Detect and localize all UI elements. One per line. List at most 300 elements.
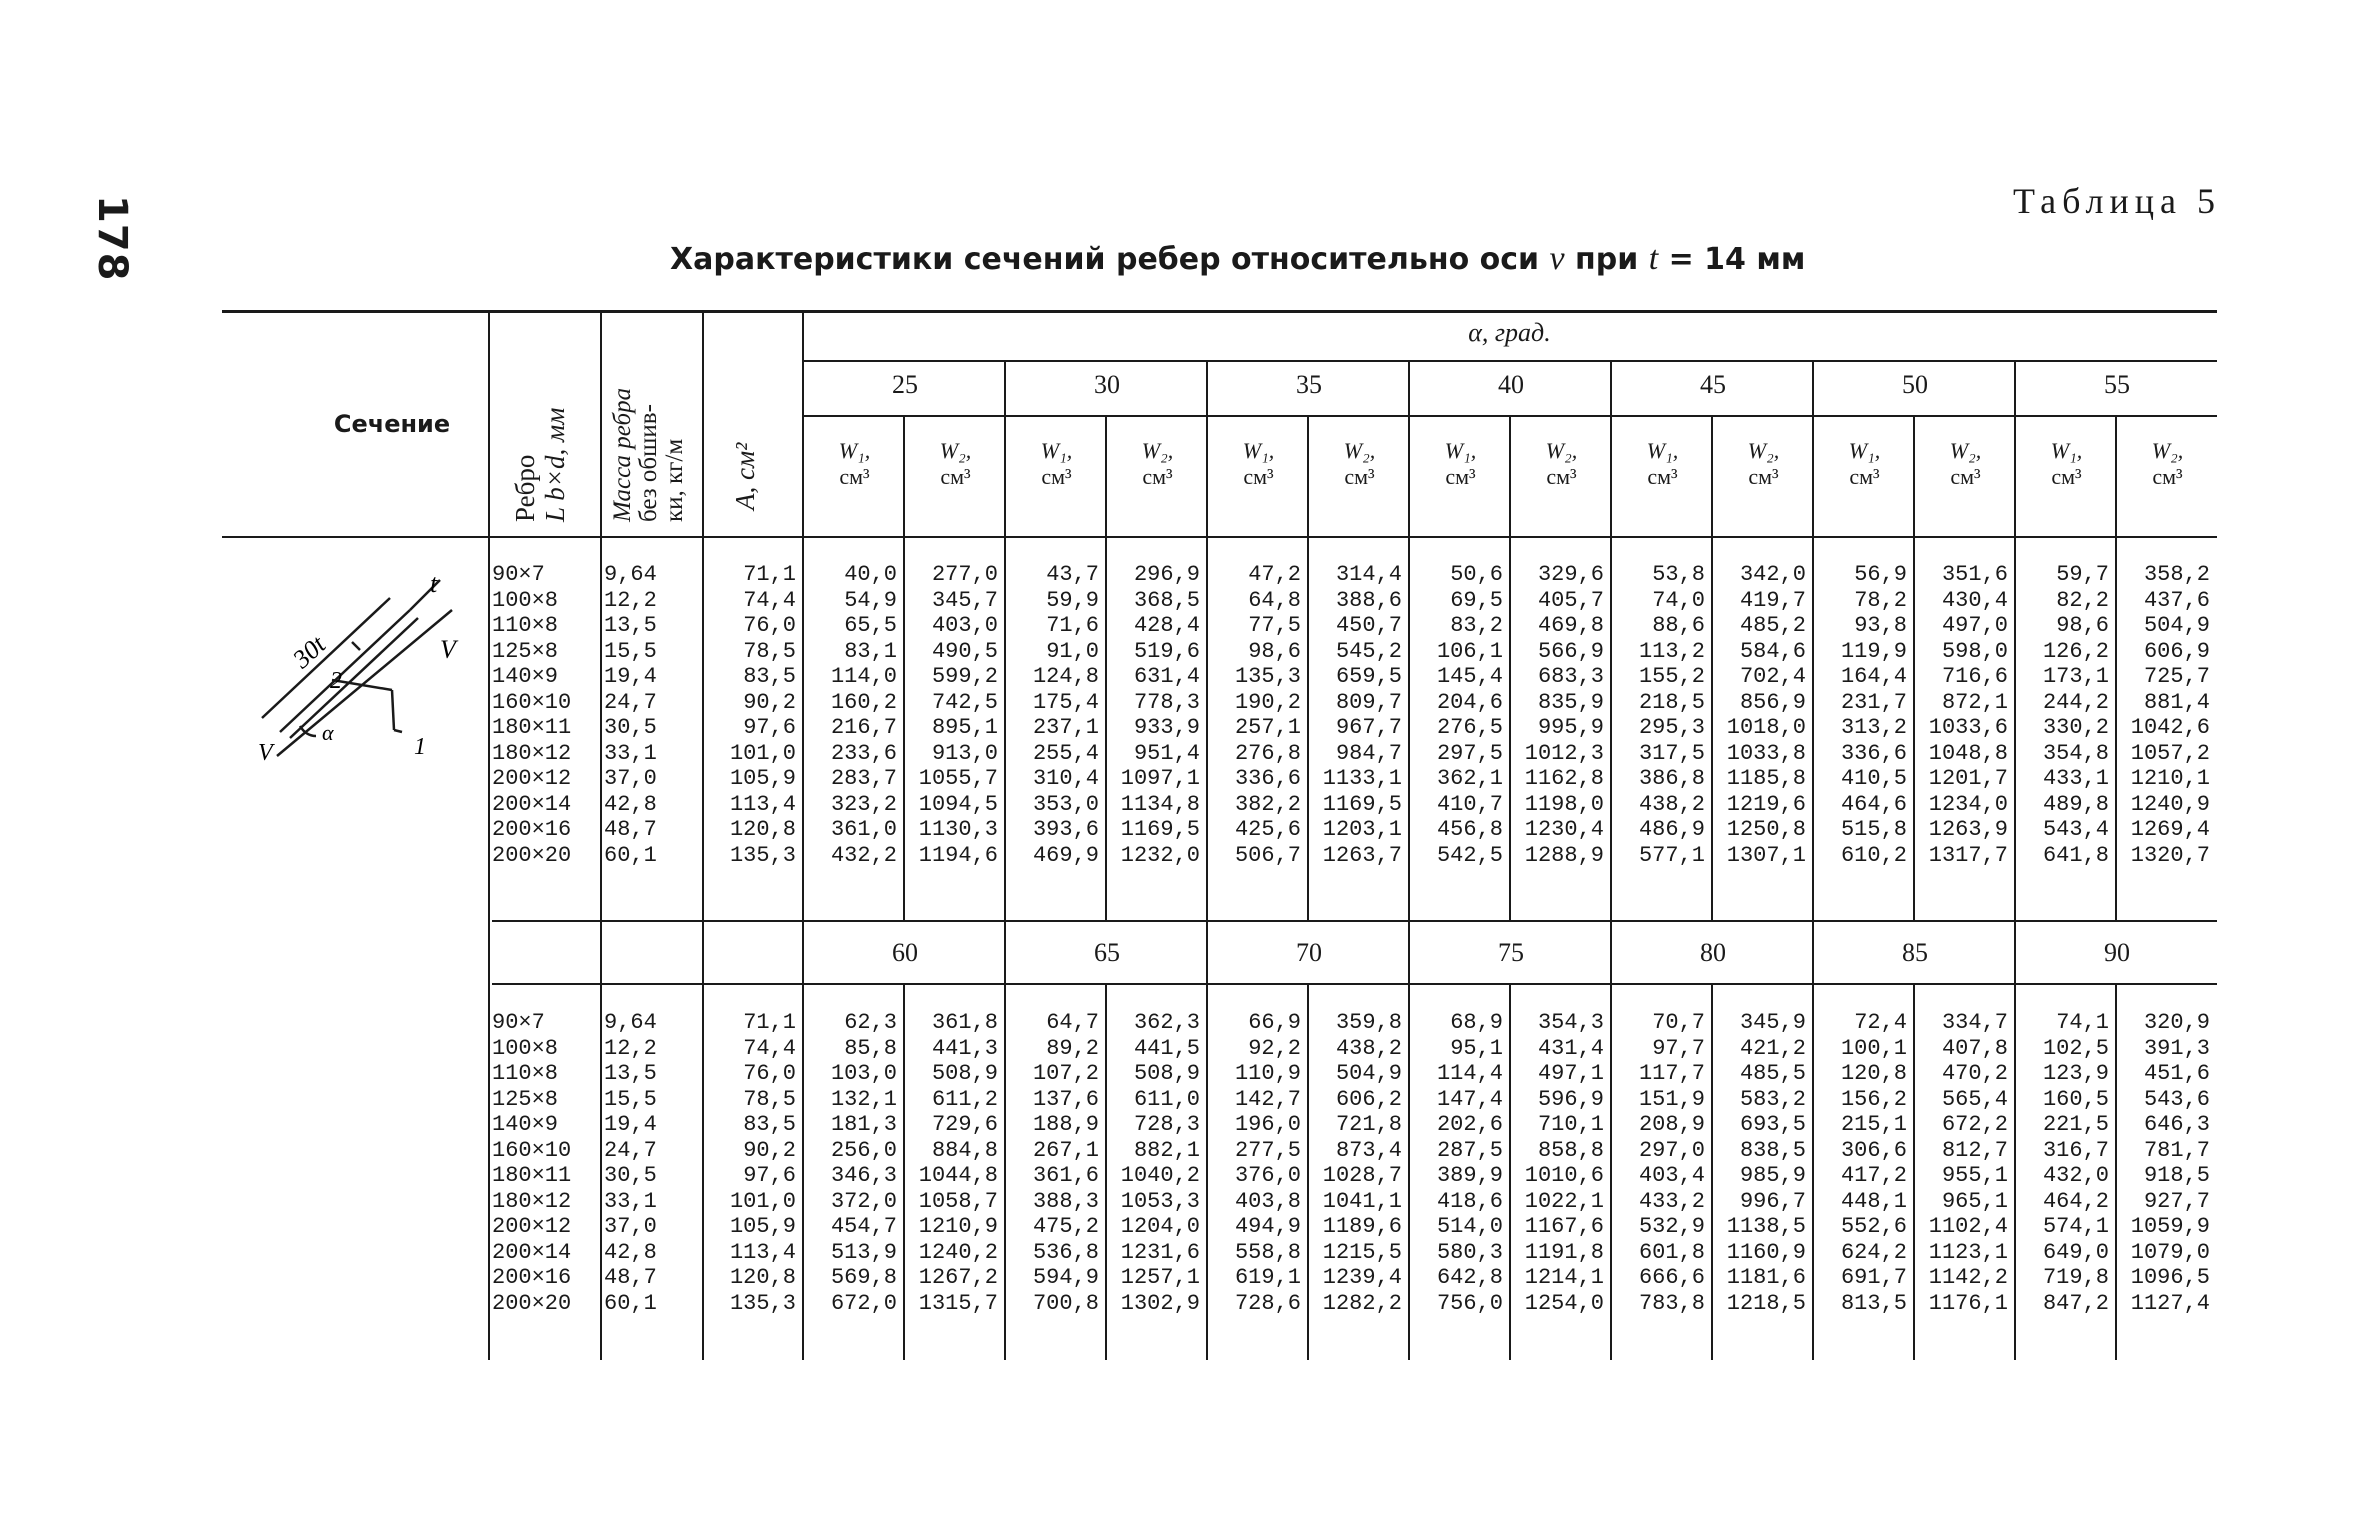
w1-cell: 276,5 bbox=[1436, 715, 1503, 740]
w1-cell: 72,4 bbox=[1854, 1010, 1907, 1035]
angle-header: 55 bbox=[2104, 370, 2130, 399]
w1-cell: 88,6 bbox=[1652, 613, 1705, 638]
w2-column bbox=[1919, 1010, 2008, 1316]
w2-cell: 918,5 bbox=[2143, 1163, 2210, 1188]
mass-cell: 19,4 bbox=[604, 1112, 657, 1137]
w1-cell: 295,3 bbox=[1638, 715, 1705, 740]
sub-vrule bbox=[903, 983, 905, 1360]
w2-cell: 470,2 bbox=[1941, 1061, 2008, 1086]
w2-cell: 1201,7 bbox=[1928, 766, 2008, 791]
rib-cell: 160×10 bbox=[492, 1137, 572, 1163]
w2-cell: 345,7 bbox=[931, 587, 998, 613]
w2-cell: 631,4 bbox=[1133, 664, 1200, 689]
w2-cell: 659,5 bbox=[1335, 664, 1402, 689]
mass-cell: 48,7 bbox=[604, 817, 657, 842]
area-cell: 113,4 bbox=[729, 791, 796, 817]
w1-cell: 83,1 bbox=[844, 638, 897, 664]
mass-column bbox=[604, 1010, 700, 1316]
w2-cell: 391,3 bbox=[2143, 1035, 2210, 1061]
sketch-label-alpha: α bbox=[322, 720, 334, 745]
w2-label: W₂, bbox=[1141, 438, 1174, 463]
w1-cell: 317,5 bbox=[1638, 740, 1705, 766]
w2-cell: 1127,4 bbox=[2130, 1290, 2210, 1316]
w1-column bbox=[2020, 562, 2109, 868]
sub-vrule bbox=[2115, 538, 2117, 920]
w1-cell: 569,8 bbox=[830, 1265, 897, 1290]
w2-cell: 1263,7 bbox=[1322, 842, 1402, 868]
w2-cell: 965,1 bbox=[1941, 1188, 2008, 1214]
w1-cell: 276,8 bbox=[1234, 740, 1301, 766]
w1-header bbox=[1208, 438, 1309, 490]
w2-cell: 508,9 bbox=[931, 1061, 998, 1086]
w1-cell: 119,9 bbox=[1840, 638, 1907, 664]
angle-header: 50 bbox=[1902, 370, 1928, 399]
w2-cell: 1033,8 bbox=[1726, 740, 1806, 766]
w1-cell: 257,1 bbox=[1234, 715, 1301, 740]
area-cell: 71,1 bbox=[743, 1010, 796, 1035]
rib-cell: 200×12 bbox=[492, 1214, 572, 1239]
w1-column bbox=[1212, 1010, 1301, 1316]
w2-cell: 996,7 bbox=[1739, 1188, 1806, 1214]
w1-cell: 95,1 bbox=[1450, 1035, 1503, 1061]
rib-cell: 110×8 bbox=[492, 613, 559, 638]
w2-unit: см³ bbox=[2152, 464, 2183, 489]
w1-cell: 59,7 bbox=[2056, 562, 2109, 587]
w1-cell: 514,0 bbox=[1436, 1214, 1503, 1239]
w2-cell: 497,0 bbox=[1941, 613, 2008, 638]
w1-cell: 106,1 bbox=[1436, 638, 1503, 664]
w2-cell: 1138,5 bbox=[1726, 1214, 1806, 1239]
w1-cell: 425,6 bbox=[1234, 817, 1301, 842]
w2-cell: 596,9 bbox=[1537, 1086, 1604, 1112]
w2-cell: 421,2 bbox=[1739, 1035, 1806, 1061]
area-cell: 74,4 bbox=[743, 587, 796, 613]
w1-cell: 91,0 bbox=[1046, 638, 1099, 664]
w1-cell: 515,8 bbox=[1840, 817, 1907, 842]
mass-cell: 37,0 bbox=[604, 1214, 657, 1239]
area-cell: 101,0 bbox=[729, 740, 796, 766]
alpha-underline bbox=[804, 360, 2217, 362]
w2-cell: 1210,1 bbox=[2130, 766, 2210, 791]
w2-cell: 490,5 bbox=[931, 638, 998, 664]
header-mass-line1: Масса ребра bbox=[609, 387, 636, 522]
w2-cell: 566,9 bbox=[1537, 638, 1604, 664]
group-vrule bbox=[1206, 538, 1208, 920]
w2-cell: 1167,6 bbox=[1524, 1214, 1604, 1239]
sketch-label-len: 30t bbox=[287, 629, 332, 674]
w2-column bbox=[1111, 1010, 1200, 1316]
w1-unit: см³ bbox=[839, 464, 870, 489]
w2-cell: 583,2 bbox=[1739, 1086, 1806, 1112]
w1-cell: 123,9 bbox=[2042, 1061, 2109, 1086]
w1-cell: 641,8 bbox=[2042, 842, 2109, 868]
data-table bbox=[222, 310, 2217, 1360]
w2-cell: 359,8 bbox=[1335, 1010, 1402, 1035]
w1-cell: 216,7 bbox=[830, 715, 897, 740]
mass-cell: 48,7 bbox=[604, 1265, 657, 1290]
w1-cell: 388,3 bbox=[1032, 1188, 1099, 1214]
rib-cell: 180×11 bbox=[492, 715, 572, 740]
area-cell: 97,6 bbox=[743, 1163, 796, 1188]
group-vrule bbox=[1004, 922, 1006, 983]
w1-cell: 215,1 bbox=[1840, 1112, 1907, 1137]
area-cell: 135,3 bbox=[729, 1290, 796, 1316]
angle-header: 90 bbox=[2104, 938, 2130, 967]
w2-cell: 345,9 bbox=[1739, 1010, 1806, 1035]
w1-header bbox=[1814, 438, 1915, 490]
w2-cell: 1240,9 bbox=[2130, 791, 2210, 817]
w1-cell: 202,6 bbox=[1436, 1112, 1503, 1137]
w2-cell: 1123,1 bbox=[1928, 1239, 2008, 1265]
w1-cell: 666,6 bbox=[1638, 1265, 1705, 1290]
header-rib-dims: L b×d, мм bbox=[540, 407, 570, 522]
w2-cell: 543,6 bbox=[2143, 1086, 2210, 1112]
w1-cell: 160,5 bbox=[2042, 1086, 2109, 1112]
w1-cell: 164,4 bbox=[1840, 664, 1907, 689]
w2-cell: 358,2 bbox=[2143, 562, 2210, 587]
w1-cell: 237,1 bbox=[1032, 715, 1099, 740]
w1-cell: 89,2 bbox=[1046, 1035, 1099, 1061]
header-alpha: α, град. bbox=[1468, 318, 1551, 347]
mass-cell: 24,7 bbox=[604, 689, 657, 715]
w2-cell: 1041,1 bbox=[1322, 1188, 1402, 1214]
rib-cell: 140×9 bbox=[492, 664, 559, 689]
rib-cell: 125×8 bbox=[492, 1086, 559, 1112]
w1-cell: 93,8 bbox=[1854, 613, 1907, 638]
w2-cell: 403,0 bbox=[931, 613, 998, 638]
area-column bbox=[704, 562, 796, 868]
rib-cell: 125×8 bbox=[492, 638, 559, 664]
w1-cell: 542,5 bbox=[1436, 842, 1503, 868]
sub-vrule bbox=[1711, 983, 1713, 1360]
area-cell: 120,8 bbox=[729, 1265, 796, 1290]
w2-cell: 646,3 bbox=[2143, 1112, 2210, 1137]
w2-cell: 451,6 bbox=[2143, 1061, 2210, 1086]
w1-cell: 372,0 bbox=[830, 1188, 897, 1214]
w1-cell: 287,5 bbox=[1436, 1137, 1503, 1163]
w1-cell: 135,3 bbox=[1234, 664, 1301, 689]
w1-cell: 438,2 bbox=[1638, 791, 1705, 817]
w1-cell: 330,2 bbox=[2042, 715, 2109, 740]
w2-column bbox=[1313, 562, 1402, 868]
w1-cell: 47,2 bbox=[1248, 562, 1301, 587]
w1-cell: 102,5 bbox=[2042, 1035, 2109, 1061]
w2-cell: 1232,0 bbox=[1120, 842, 1200, 868]
header-mass-line3: ки, кг/м bbox=[661, 438, 688, 522]
w1-cell: 316,7 bbox=[2042, 1137, 2109, 1163]
angle-header: 45 bbox=[1700, 370, 1726, 399]
w1-unit: см³ bbox=[2051, 464, 2082, 489]
w2-cell: 884,8 bbox=[931, 1137, 998, 1163]
w2-cell: 599,2 bbox=[931, 664, 998, 689]
w2-cell: 362,3 bbox=[1133, 1010, 1200, 1035]
w1-header bbox=[1006, 438, 1107, 490]
w2-cell: 438,2 bbox=[1335, 1035, 1402, 1061]
rib-cell: 100×8 bbox=[492, 587, 559, 613]
w2-header bbox=[1107, 438, 1208, 490]
w1-cell: 218,5 bbox=[1638, 689, 1705, 715]
sub-vrule bbox=[1307, 538, 1309, 920]
rib-cell: 200×16 bbox=[492, 1265, 572, 1290]
sub-vrule bbox=[1509, 538, 1511, 920]
w2-cell: 778,3 bbox=[1133, 689, 1200, 715]
mass-cell: 9,64 bbox=[604, 1010, 657, 1035]
w1-column bbox=[1212, 562, 1301, 868]
w1-cell: 448,1 bbox=[1840, 1188, 1907, 1214]
w2-cell: 407,8 bbox=[1941, 1035, 2008, 1061]
mass-cell: 12,2 bbox=[604, 1035, 657, 1061]
w1-cell: 117,7 bbox=[1638, 1061, 1705, 1086]
w2-cell: 693,5 bbox=[1739, 1112, 1806, 1137]
w1-cell: 126,2 bbox=[2042, 638, 2109, 664]
w2-cell: 1169,5 bbox=[1322, 791, 1402, 817]
group-vrule bbox=[1610, 922, 1612, 983]
group-vrule bbox=[2014, 538, 2016, 920]
w2-cell: 584,6 bbox=[1739, 638, 1806, 664]
w2-column bbox=[1919, 562, 2008, 868]
w2-cell: 835,9 bbox=[1537, 689, 1604, 715]
w2-cell: 872,1 bbox=[1941, 689, 2008, 715]
w1-header bbox=[1410, 438, 1511, 490]
table-caption bbox=[670, 240, 1805, 278]
sub-vrule bbox=[1913, 538, 1915, 920]
w1-cell: 464,2 bbox=[2042, 1188, 2109, 1214]
w2-cell: 485,2 bbox=[1739, 613, 1806, 638]
w2-cell: 1096,5 bbox=[2130, 1265, 2210, 1290]
w1-cell: 83,2 bbox=[1450, 613, 1503, 638]
w2-cell: 781,7 bbox=[2143, 1137, 2210, 1163]
w2-cell: 742,5 bbox=[931, 689, 998, 715]
w2-cell: 519,6 bbox=[1133, 638, 1200, 664]
w2-cell: 812,7 bbox=[1941, 1137, 2008, 1163]
area-cell: 120,8 bbox=[729, 817, 796, 842]
header-area-label: A, см² bbox=[730, 442, 760, 510]
w1-cell: 62,3 bbox=[844, 1010, 897, 1035]
group-vrule bbox=[1408, 983, 1410, 1360]
w1-cell: 69,5 bbox=[1450, 587, 1503, 613]
w1-cell: 82,2 bbox=[2056, 587, 2109, 613]
block2-header-rule bbox=[492, 983, 2217, 985]
w2-cell: 1142,2 bbox=[1928, 1265, 2008, 1290]
rib-cell: 180×12 bbox=[492, 740, 572, 766]
w1-cell: 346,3 bbox=[830, 1163, 897, 1188]
header-mass bbox=[610, 388, 688, 522]
w2-cell: 1130,3 bbox=[918, 817, 998, 842]
w2-cell: 1058,7 bbox=[918, 1188, 998, 1214]
w1-cell: 410,7 bbox=[1436, 791, 1503, 817]
w2-label: W₂, bbox=[1545, 438, 1578, 463]
rib-cell: 100×8 bbox=[492, 1035, 559, 1061]
w1-cell: 361,6 bbox=[1032, 1163, 1099, 1188]
w1-cell: 558,8 bbox=[1234, 1239, 1301, 1265]
angle-header: 70 bbox=[1296, 938, 1322, 967]
w2-cell: 1169,5 bbox=[1120, 817, 1200, 842]
w2-cell: 1033,6 bbox=[1928, 715, 2008, 740]
w2-cell: 1203,1 bbox=[1322, 817, 1402, 842]
mass-cell: 19,4 bbox=[604, 664, 657, 689]
area-column bbox=[704, 1010, 796, 1316]
w2-cell: 1079,0 bbox=[2130, 1239, 2210, 1265]
w2-cell: 1267,2 bbox=[918, 1265, 998, 1290]
w1-cell: 74,0 bbox=[1652, 587, 1705, 613]
angle-header: 25 bbox=[892, 370, 918, 399]
w1-cell: 147,4 bbox=[1436, 1086, 1503, 1112]
header-rib bbox=[510, 408, 570, 522]
group-vrule bbox=[2014, 922, 2016, 983]
area-cell: 78,5 bbox=[743, 638, 796, 664]
area-cell: 90,2 bbox=[743, 1137, 796, 1163]
w1-cell: 244,2 bbox=[2042, 689, 2109, 715]
w1-cell: 601,8 bbox=[1638, 1239, 1705, 1265]
caption-text-before: Характеристики сечений ребер относительно оси bbox=[670, 242, 1550, 277]
header-area bbox=[730, 443, 760, 510]
w1-cell: 543,4 bbox=[2042, 817, 2109, 842]
w2-cell: 277,0 bbox=[931, 562, 998, 587]
w1-cell: 107,2 bbox=[1032, 1061, 1099, 1086]
w2-cell: 431,4 bbox=[1537, 1035, 1604, 1061]
w2-cell: 1194,6 bbox=[918, 842, 998, 868]
w2-cell: 710,1 bbox=[1537, 1112, 1604, 1137]
w2-cell: 1189,6 bbox=[1322, 1214, 1402, 1239]
area-cell: 101,0 bbox=[729, 1188, 796, 1214]
rib-cell: 200×14 bbox=[492, 1239, 572, 1265]
w1-column bbox=[1818, 562, 1907, 868]
w1-cell: 231,7 bbox=[1840, 689, 1907, 715]
w2-cell: 1012,3 bbox=[1524, 740, 1604, 766]
w2-column bbox=[1717, 562, 1806, 868]
table-label: Таблица 5 bbox=[2013, 181, 2221, 221]
w1-cell: 221,5 bbox=[2042, 1112, 2109, 1137]
w2-cell: 1269,4 bbox=[2130, 817, 2210, 842]
w1-cell: 40,0 bbox=[844, 562, 897, 587]
w2-cell: 334,7 bbox=[1941, 1010, 2008, 1035]
w1-cell: 536,8 bbox=[1032, 1239, 1099, 1265]
w1-label: W₁, bbox=[1040, 438, 1073, 463]
w2-cell: 672,2 bbox=[1941, 1112, 2008, 1137]
w1-unit: см³ bbox=[1647, 464, 1678, 489]
w1-cell: 137,6 bbox=[1032, 1086, 1099, 1112]
w2-cell: 716,6 bbox=[1941, 664, 2008, 689]
w1-cell: 700,8 bbox=[1032, 1290, 1099, 1316]
w1-cell: 577,1 bbox=[1638, 842, 1705, 868]
w2-cell: 933,9 bbox=[1133, 715, 1200, 740]
area-cell: 105,9 bbox=[729, 1214, 796, 1239]
w2-header bbox=[1511, 438, 1612, 490]
mass-column bbox=[604, 562, 700, 868]
w2-cell: 858,8 bbox=[1537, 1137, 1604, 1163]
w1-cell: 233,6 bbox=[830, 740, 897, 766]
w2-cell: 296,9 bbox=[1133, 562, 1200, 587]
w1-column bbox=[1616, 562, 1705, 868]
w2-cell: 1022,1 bbox=[1524, 1188, 1604, 1214]
vrule-section bbox=[488, 310, 490, 1360]
w1-cell: 110,9 bbox=[1234, 1061, 1301, 1086]
w2-cell: 1044,8 bbox=[918, 1163, 998, 1188]
w2-cell: 441,5 bbox=[1133, 1035, 1200, 1061]
w1-header bbox=[2016, 438, 2117, 490]
w2-cell: 1053,3 bbox=[1120, 1188, 1200, 1214]
w1-cell: 120,8 bbox=[1840, 1061, 1907, 1086]
w1-cell: 594,9 bbox=[1032, 1265, 1099, 1290]
sketch-label-v-top: V bbox=[440, 635, 456, 664]
w2-cell: 1204,0 bbox=[1120, 1214, 1200, 1239]
w2-cell: 1214,1 bbox=[1524, 1265, 1604, 1290]
w1-cell: 114,0 bbox=[830, 664, 897, 689]
w2-cell: 354,3 bbox=[1537, 1010, 1604, 1035]
w1-cell: 417,2 bbox=[1840, 1163, 1907, 1188]
w2-header bbox=[1713, 438, 1814, 490]
w2-cell: 1133,1 bbox=[1322, 766, 1402, 791]
w2-cell: 809,7 bbox=[1335, 689, 1402, 715]
w2-cell: 1234,0 bbox=[1928, 791, 2008, 817]
w1-label: W₁, bbox=[1646, 438, 1679, 463]
w1-cell: 65,5 bbox=[844, 613, 897, 638]
w2-cell: 1288,9 bbox=[1524, 842, 1604, 868]
sub-vrule bbox=[1105, 538, 1107, 920]
w1-label: W₁, bbox=[838, 438, 871, 463]
w2-cell: 1250,8 bbox=[1726, 817, 1806, 842]
w2-cell: 1028,7 bbox=[1322, 1163, 1402, 1188]
mass-cell: 37,0 bbox=[604, 766, 657, 791]
w2-cell: 1097,1 bbox=[1120, 766, 1200, 791]
mass-cell: 15,5 bbox=[604, 638, 657, 664]
w1-cell: 513,9 bbox=[830, 1239, 897, 1265]
w1-cell: 469,9 bbox=[1032, 842, 1099, 868]
w1-cell: 175,4 bbox=[1032, 689, 1099, 715]
area-cell: 90,2 bbox=[743, 689, 796, 715]
w2-cell: 728,3 bbox=[1133, 1112, 1200, 1137]
w1-cell: 486,9 bbox=[1638, 817, 1705, 842]
w2-cell: 725,7 bbox=[2143, 664, 2210, 689]
area-cell: 113,4 bbox=[729, 1239, 796, 1265]
w2-cell: 702,4 bbox=[1739, 664, 1806, 689]
w1-cell: 403,4 bbox=[1638, 1163, 1705, 1188]
area-cell: 78,5 bbox=[743, 1086, 796, 1112]
mass-cell: 30,5 bbox=[604, 1163, 657, 1188]
w1-cell: 173,1 bbox=[2042, 664, 2109, 689]
w2-cell: 1057,2 bbox=[2130, 740, 2210, 766]
w1-cell: 433,2 bbox=[1638, 1188, 1705, 1214]
w2-cell: 1102,4 bbox=[1928, 1214, 2008, 1239]
w1-cell: 410,5 bbox=[1840, 766, 1907, 791]
w2-cell: 873,4 bbox=[1335, 1137, 1402, 1163]
w2-cell: 469,8 bbox=[1537, 613, 1604, 638]
rib-cell: 200×20 bbox=[492, 842, 572, 868]
w2-cell: 1042,6 bbox=[2130, 715, 2210, 740]
w1-cell: 155,2 bbox=[1638, 664, 1705, 689]
w2-cell: 342,0 bbox=[1739, 562, 1806, 587]
w2-header bbox=[905, 438, 1006, 490]
w1-cell: 624,2 bbox=[1840, 1239, 1907, 1265]
w2-cell: 1239,4 bbox=[1322, 1265, 1402, 1290]
group-vrule bbox=[1004, 538, 1006, 920]
w2-cell: 729,6 bbox=[931, 1112, 998, 1137]
w1-cell: 361,0 bbox=[830, 817, 897, 842]
w1-cell: 336,6 bbox=[1234, 766, 1301, 791]
w1-cell: 103,0 bbox=[830, 1061, 897, 1086]
w1-cell: 77,5 bbox=[1248, 613, 1301, 638]
w1-cell: 98,6 bbox=[2056, 613, 2109, 638]
w1-column bbox=[2020, 1010, 2109, 1316]
w1-column bbox=[808, 1010, 897, 1316]
w1-cell: 64,7 bbox=[1046, 1010, 1099, 1035]
rib-cell: 180×12 bbox=[492, 1188, 572, 1214]
w1-column bbox=[1010, 562, 1099, 868]
header-rib-label: Ребро bbox=[510, 454, 540, 522]
w1-label: W₁, bbox=[1848, 438, 1881, 463]
w1-cell: 489,8 bbox=[2042, 791, 2109, 817]
sub-vrule bbox=[1105, 983, 1107, 1360]
